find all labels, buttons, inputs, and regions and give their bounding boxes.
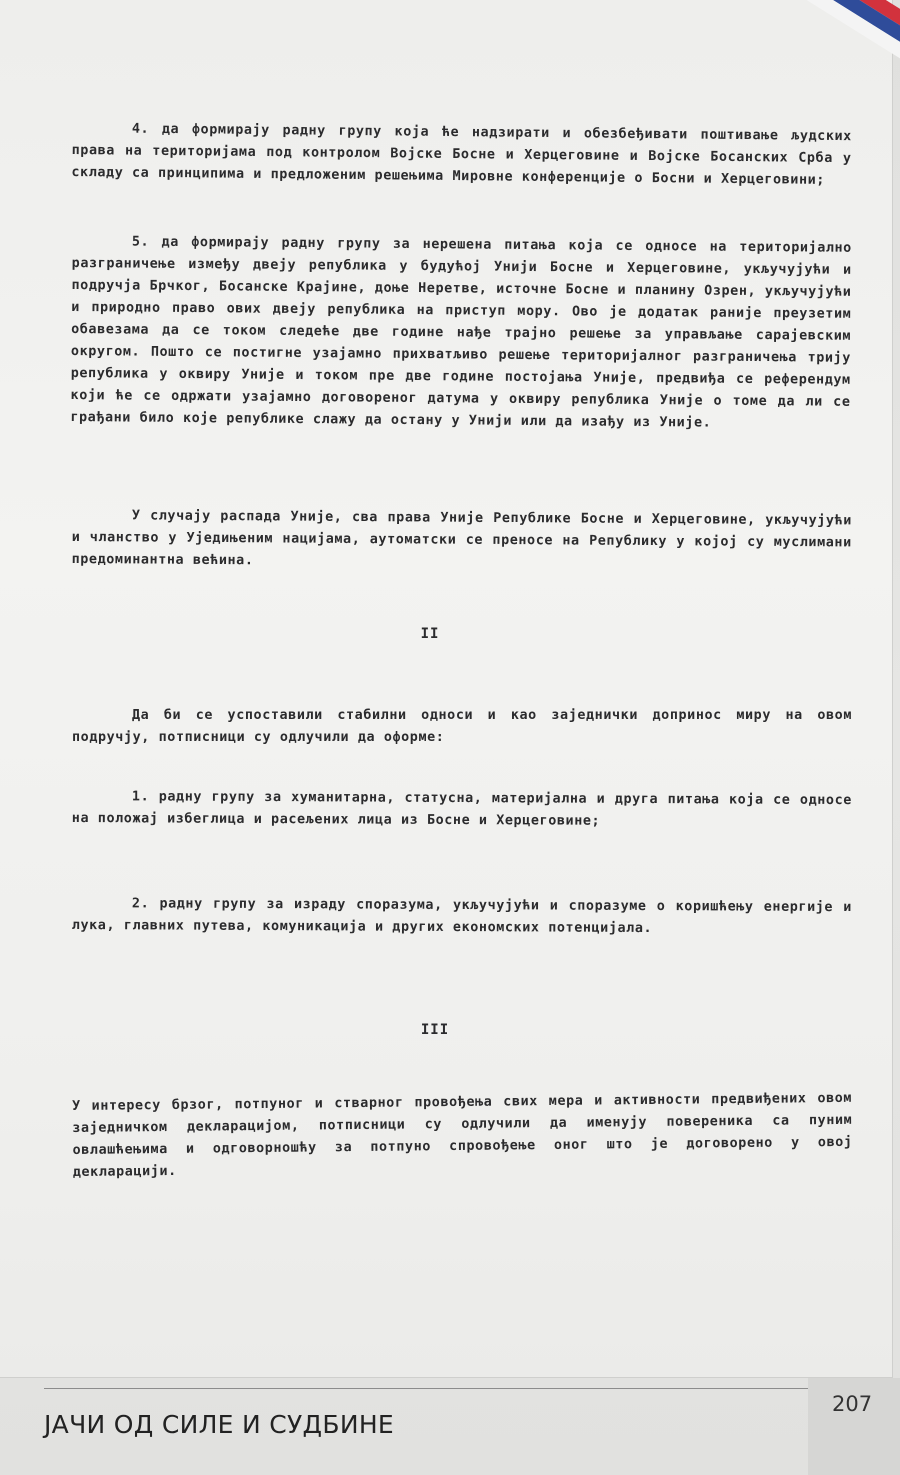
section-ii-intro: Да би се успоставили стабилни односи и као заједнички допринос миру на овом подручју, потписници су одлучили да оформе: xyxy=(72,708,852,745)
book-title: ЈАЧИ ОД СИЛЕ И СУДБИНЕ xyxy=(44,1410,395,1439)
flag-ribbon xyxy=(765,0,900,86)
section-iii-paragraph: У интересу брзог, потпуног и стварног провођења свих мера и активности предвиђених овом заједничком декларацијом, потписници су одлучили да именују повереника са пуним овлашћењима и одговорношћу за потпуно спровођење оног што је договорено у овој декларацији. xyxy=(72,1090,853,1180)
footer-divider xyxy=(44,1388,900,1389)
section-ii-item-2: 2. радну групу за израду споразума, укључујући и споразуме о коришћењу енергије и лука, главних путева, комуникација и других економских потенцијала. xyxy=(71,896,852,937)
section-ii-item-1: 1. радну групу за хуманитарна, статусна, материјална и друга питања која се односе на положај избеглица и расељених лица из Босне и Херцеговине; xyxy=(71,789,852,829)
item-5-paragraph: 5. да формирају радну групу за нерешена питања која се односе на територијално разграничење између двеју република у будућој Унији Босне и Херцеговине, укључујући и подручја Брчког, Босанске Крајине, доње Неретве, источне Босне и планину Озрен, укључујући и природно право ових двеју република на приступ мору. Ово је додатак раније преузетим обавезама да се током следеће две године нађе трајно решење за управљање сарајевским округом. Пошто се постигне узајамно прихватљиво решење територијалног разграничења трију република у оквиру Уније и током пре две године постојања Уније, предвиђа се референдум који ће се одржати узајамно договореног датума у оквиру република Уније о томе да ли се грађани било које републике слажу да остану у Унији или да изађу из Уније. xyxy=(70,234,852,431)
section-heading-ii: II xyxy=(420,626,440,642)
section-heading-iii: III xyxy=(420,1022,450,1038)
page-number: 207 xyxy=(832,1392,873,1416)
item-4-paragraph: 4. да формирају радну групу која ће надзирати и обезбеђивати поштивање људских права на територијама под контролом Војске Босне и Херцеговине и Војске Босанских Срба у складу са принципима и предложеним решењима Мировне конференције о Босни и Херцеговини; xyxy=(71,121,852,188)
dissolution-paragraph: У случају распада Уније, сва права Уније Републике Босне и Херцеговине, укључујући и чланство у Уједињеним нацијама, аутоматски се преносе на Републику у којој су муслимани предоминантна већина. xyxy=(71,508,852,569)
